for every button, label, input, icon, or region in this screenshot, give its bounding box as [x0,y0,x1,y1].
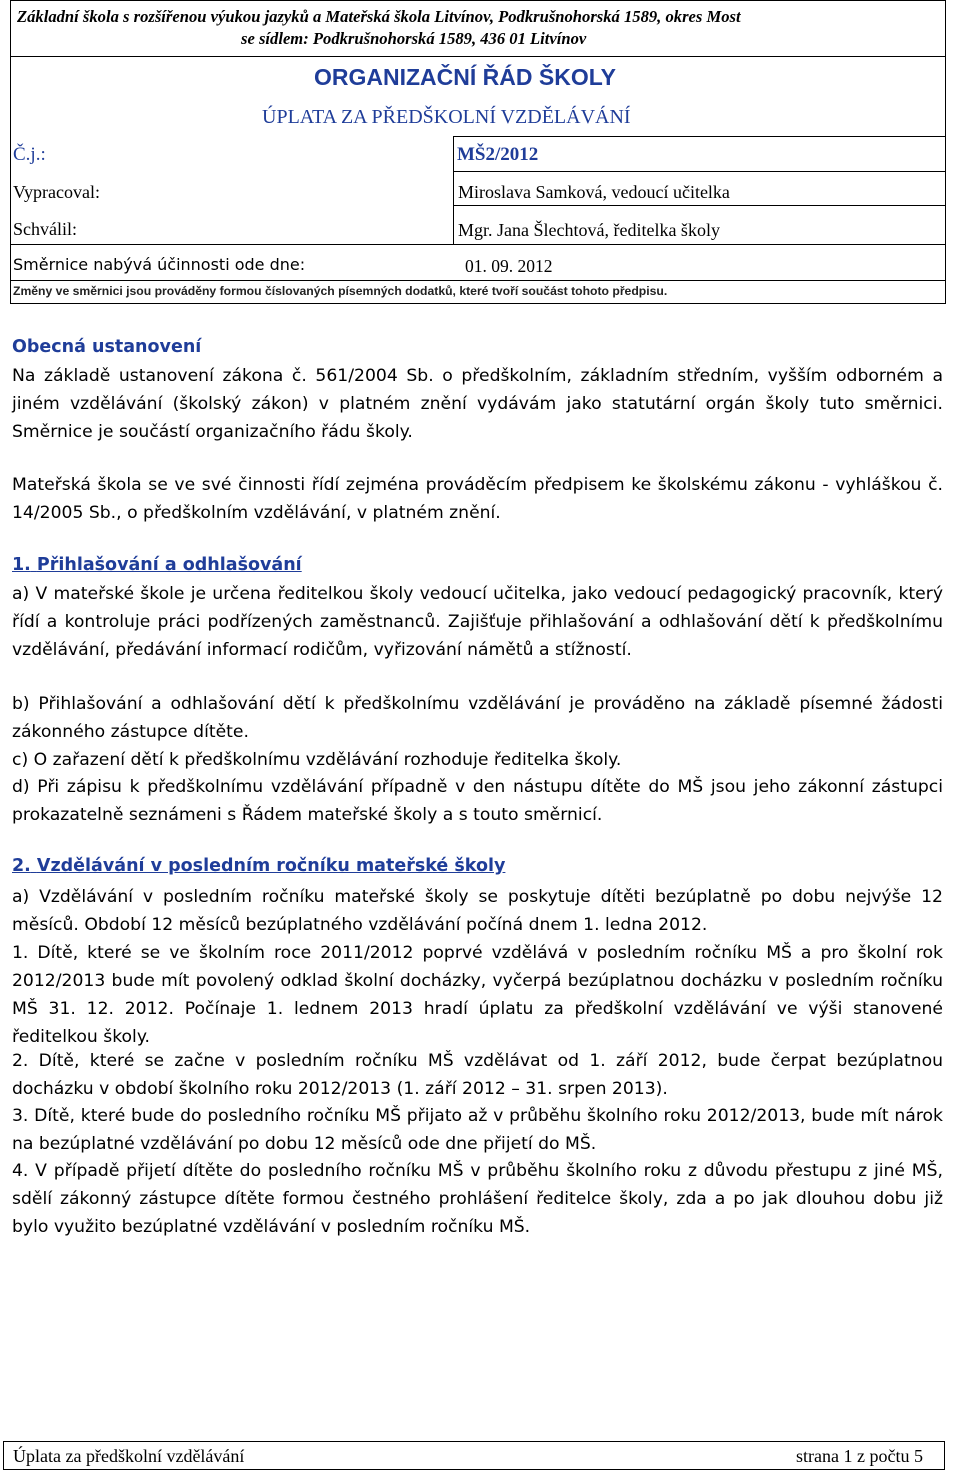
school-address: se sídlem: Podkrušnohorská 1589, 436 01 Litvínov [241,29,587,48]
header-divider [453,205,946,206]
header-vertical-divider [453,136,454,244]
header-divider [10,280,946,281]
paragraph-law-basis: Na základě ustanovení zákona č. 561/2004 Sb. o předškolním, základním středním, vyšším odborném a jiném vzdělávání (školský zákon) v platném znění vydávám jako statutární orgán školy tuto směrnici. Směrnice je součástí organizačního řádu školy. [12,366,943,442]
paragraph-2a: a) Vzdělávání v posledním ročníku mateřské školy se poskytuje dítěti bezúplatně po dobu nejvýše 12 měsíců. Období 12 měsíců bezúplatného vzdělávání počíná dnem 1. ledna 2012. [12,887,943,935]
document-subtitle: ÚPLATA ZA PŘEDŠKOLNÍ VZDĚLÁVÁNÍ [262,106,631,128]
paragraph-2-item2: 2. Dítě, které se začne v posledním ročníku MŠ vzdělávat od 1. září 2012, bude čerpat bezúplatnou docházku v období školního roku 2012/2013 (1. září 2012 – 31. srpen 2013). [12,1051,943,1099]
section-heading-registration [12,555,302,575]
page-footer [3,1441,945,1470]
document-title: ORGANIZAČNÍ ŘÁD ŠKOLY [314,64,616,90]
changes-note: Změny ve směrnici jsou prováděny formou číslovaných písemných dodatků, které tvoří součást tohoto předpisu. [13,284,668,298]
reference-number: MŠ2/2012 [457,144,539,165]
prepared-by-value: Miroslava Samková, vedoucí učitelka [458,182,730,202]
section-title: Přihlašování a odhlašování [36,555,302,575]
footer-document-name: Úplata za předškolní vzdělávání [13,1446,245,1466]
section-number: 2. [12,856,31,876]
section-heading-general: Obecná ustanovení [12,337,202,357]
footer-page-number: strana 1 z počtu 5 [796,1446,923,1466]
paragraph-1d: d) Při zápisu k předškolnímu vzdělávání případně v den nástupu dítěte do MŠ jsou jeho zákonní zástupci prokazatelně seznámeni s Řádem mateřské školy a s touto směrnicí. [12,777,943,825]
reference-label: Č.j.: [13,144,46,165]
school-name: Základní škola s rozšířenou výukou jazyků a Mateřská škola Litvínov, Podkrušnohorská 1589, okres Most [17,7,741,26]
paragraph-2-item4: 4. V případě přijetí dítěte do posledního ročníku MŠ v průběhu školního roku z důvodu přestupu z jiné MŠ, sdělí zákonný zástupce dítěte formou čestného prohlášení ředitelce školy, zda a po jak dlouhou dobu již bylo využito bezúplatné vzdělávání v posledním ročníku MŠ. [12,1161,943,1237]
paragraph-1b: b) Přihlašování a odhlašování dětí k předškolnímu vzdělávání je prováděno na základě písemné žádosti zákonného zástupce dítěte. [12,694,943,742]
header-divider [10,56,946,57]
section-title: Vzdělávání v posledním ročníku mateřské školy [36,856,506,876]
paragraph-1c: c) O zařazení dětí k předškolnímu vzdělávání rozhoduje ředitelka školy. [12,750,622,770]
header-divider [453,171,946,172]
effective-date-label: Směrnice nabývá účinnosti ode dne: [13,255,306,274]
paragraph-regulation: Mateřská škola se ve své činnosti řídí zejména prováděcím předpisem ke školskému zákonu - vyhláškou č. 14/2005 Sb., o předškolním vzdělávání, v platném znění. [12,475,943,523]
paragraph-2-item3: 3. Dítě, které bude do posledního ročníku MŠ přijato až v průběhu školního roku 2012/2013, bude mít nárok na bezúplatné vzdělávání po dobu 12 měsíců ode dne přijetí do MŠ. [12,1106,943,1154]
paragraph-2-item1: 1. Dítě, které se ve školním roce 2011/2012 poprvé vzdělává v posledním ročníku MŠ a pro školní rok 2012/2013 bude mít povolený odklad školní docházky, vyčerpá bezúplatnou docházku v posledním ročníku MŠ 31. 12. 2012. Počínaje 1. lednem 2013 hradí úplatu za předškolní vzdělávání ve výši stanovené ředitelkou školy. [12,943,943,1047]
approved-by-label: Schválil: [13,219,77,239]
header-divider [453,136,946,137]
paragraph-1a: a) V mateřské škole je určena ředitelkou školy vedoucí učitelka, jako vedoucí pedagogický pracovník, který řídí a kontroluje práci podřízených zaměstnanců. Zajišťuje přihlašování a odhlašování dětí k předškolnímu vzdělávání, předávání informací rodičům, vyřizování námětů a stížností. [12,584,943,660]
section-heading-last-year [12,856,505,876]
approved-by-value: Mgr. Jana Šlechtová, ředitelka školy [458,220,720,240]
effective-date-value: 01. 09. 2012 [465,256,553,276]
prepared-by-label: Vypracoval: [13,182,100,202]
header-divider [10,244,946,245]
section-number: 1. [12,555,31,575]
